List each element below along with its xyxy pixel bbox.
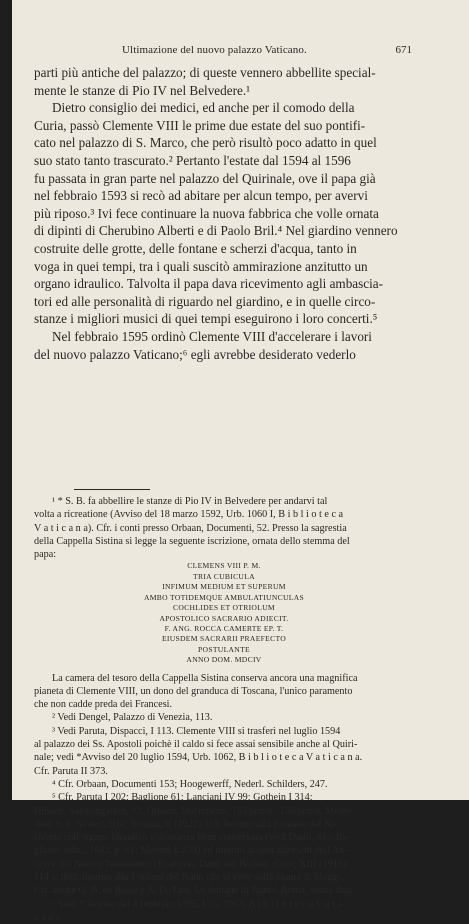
inscription-line: EIUSDEM SACRARII PRAEFECTO bbox=[161, 634, 287, 644]
body-line: più riposo.³ Ivi fece continuare la nuova fabbrica che volle ornata bbox=[34, 205, 379, 221]
footnote-line: ¹ * S. B. fa abbellire le stanze di Pio IV in Belvedere per andarvi tal bbox=[52, 496, 328, 507]
inscription bbox=[34, 561, 414, 665]
body-line: fu passata in gran parte nel palazzo del Quirinale, ove il papa già bbox=[34, 170, 376, 186]
book-page bbox=[12, 0, 469, 923]
body-line: organo idraulico. Talvolta il papa dava ricevimento agli ambascia- bbox=[34, 276, 384, 292]
body-line: stanze i migliori musici di quei tempi eseguirono i loro concerti.⁵ bbox=[34, 311, 378, 327]
body-line: del nuovo palazzo Vaticano;⁶ egli avrebbe desiderato vederlo bbox=[34, 346, 356, 362]
footnote-line: tico e del Nuovo Testamento cfr. ancora Dami nel Bollett. d'arte, XIII (1919) bbox=[34, 858, 347, 870]
body-line: tori ed alle personalità di riguardo nel giardino, e in quelle circo- bbox=[34, 293, 376, 309]
footnote-line: pianeta di Clemente VIII, un dono del granduca di Toscana, l'unico paramento bbox=[34, 685, 353, 697]
body-line: parti più antiche del palazzo; di queste vennero abbellite special- bbox=[34, 65, 376, 80]
footnote-line: La camera del tesoro della Cappella Sistina conserva ancora una magnifica bbox=[52, 672, 358, 684]
inscription-line: POSTULANTE bbox=[198, 644, 250, 654]
body-line: Curia, passò Clemente VIII le prime due estate del suo pontifi- bbox=[34, 117, 366, 133]
inscription-line: APOSTOLICO SACRARIO ADIECIT. bbox=[159, 613, 289, 623]
running-head bbox=[12, 44, 469, 58]
footnote-line: Hülsen, Antikengärten, 93; Orbaan, Documenti, 153 annot., 159 annot. Mede- bbox=[34, 805, 353, 817]
footnote-line: ³ Vedi Paruta, Dispacci, I 113. Clemente VIII si trasferì nel luglio 1594 bbox=[52, 725, 341, 737]
body-line: voga in quei tempi, tra i quali suscitò ammirazione anzitutto un bbox=[34, 258, 368, 274]
footnote-line: chione coll'organo idraulico abbastanza bene conservata (vedi Dami, 41); Ba- bbox=[34, 832, 351, 844]
body-line: Dietro consiglio dei medici, ed anche per il comodo della bbox=[52, 100, 355, 116]
footnote-line: papa: bbox=[34, 549, 57, 561]
page-number: 671 bbox=[395, 44, 412, 56]
footnote-line: glione, ediz., 1642, p. 61; Moroni L 233) ed intorno ai suoi affreschi dell'An- bbox=[34, 845, 348, 857]
footnote-line: ⁵ Cfr. Paruta I 202; Baglione 61; Lanciani IV 99; Gothein I 314; bbox=[52, 792, 313, 804]
footnote-line: ² Vedi Dengel, Palazzo di Venezia, 113. bbox=[52, 712, 213, 724]
footnote-line: nale; vedi *Avviso del 20 luglio 1594, Urb. 1062, B i b l i o t e c a V a t i c a n a. bbox=[34, 752, 363, 764]
inscription-line: AMBO TOTIDEMQUE AMBULATIUNCULAS bbox=[143, 592, 305, 602]
footnote-line: della Cappella Sistina si legge la seguente iscrizione, ornata dello stemma del bbox=[34, 535, 350, 547]
body-line: cato nel palazzo di S. Marco, che però risultò poco adatto in quel bbox=[34, 135, 377, 151]
footnote-line: Cfr. anche G. B. de Rossi e A. D. Tani, Le fontane di Roma, Roma, senza data. bbox=[34, 885, 355, 897]
body-line: suo stato tanto trascurato.² Pertanto l'estate dal 1594 al 1596 bbox=[34, 152, 351, 168]
body-line: mente le stanze di Pio IV nel Belvedere.¹ bbox=[34, 82, 251, 98]
footnote-line: volta a ricreatione (Avviso del 18 marzo 1592, Urb. 1060 I, B i b l i o t e c a bbox=[34, 509, 344, 521]
inscription-line: F. ANG. ROCCA CAMERTE EP. T. bbox=[164, 623, 284, 633]
body-line: di dipinti di Cherubino Alberti e di Paolo Bril.⁴ Nel giardino vennero bbox=[34, 223, 398, 239]
footnote-line: Cfr. Paruta II 373. bbox=[34, 765, 108, 777]
scan-left-margin bbox=[0, 0, 12, 800]
inscription-line: INFIMUM MEDIUM ET SUPERUM bbox=[162, 582, 286, 592]
inscription-line: COCHLIDES ET OTRIOLUM bbox=[173, 603, 275, 613]
footnote-line: al palazzo dei Ss. Apostoli poichè il caldo si fece assai sensibile anche al Quiri- bbox=[34, 739, 358, 751]
footnote-separator bbox=[74, 489, 150, 490]
footnote-line: 114 s. Ibid. intorno alla Fontana del Nano che si vede sulla pianta di Maggi. bbox=[34, 872, 343, 883]
footnote-line: ⁶ Vedi * Avviso del 4 febbraio 1595, Urb. 1063, B i b l i o t e c a V a t i- bbox=[52, 898, 344, 910]
running-title: Ultimazione del nuovo palazzo Vaticano. bbox=[122, 44, 307, 56]
body-line: Nel febbraio 1595 ordinò Clemente VIII d'accelerare i lavori bbox=[52, 328, 372, 344]
footnote-line: deel. v. h. Nederl. Hist. Institut, II (1922) 118. Intorno alla Fontana del Ni- bbox=[34, 818, 338, 830]
inscription-line: ANNO DOM. MDCIV bbox=[186, 655, 262, 665]
footnote-line: V a t i c a n a). Cfr. i conti presso Orbaan, Documenti, 52. Presso la sagrestia bbox=[34, 522, 347, 534]
footnotes bbox=[34, 495, 414, 924]
body-line: costruite delle grotte, delle fontane e scherzi d'acqua, tanto in bbox=[34, 240, 357, 256]
inscription-line: TRIA CUBICULA bbox=[193, 571, 255, 581]
footnote-line: c a n a. bbox=[34, 911, 63, 923]
inscription-line: CLEMENS VIII P. M. bbox=[187, 561, 261, 571]
footnote-line: ⁴ Cfr. Orbaan, Documenti 153; Hoogewerff, Nederl. Schilders, 247. bbox=[52, 778, 328, 790]
body-text bbox=[34, 64, 414, 363]
body-line: nel febbraio 1593 si recò ad abitare per alcun tempo, per avervi bbox=[34, 188, 368, 204]
footnote-line: che non cadde preda dei Francesi. bbox=[34, 699, 173, 711]
